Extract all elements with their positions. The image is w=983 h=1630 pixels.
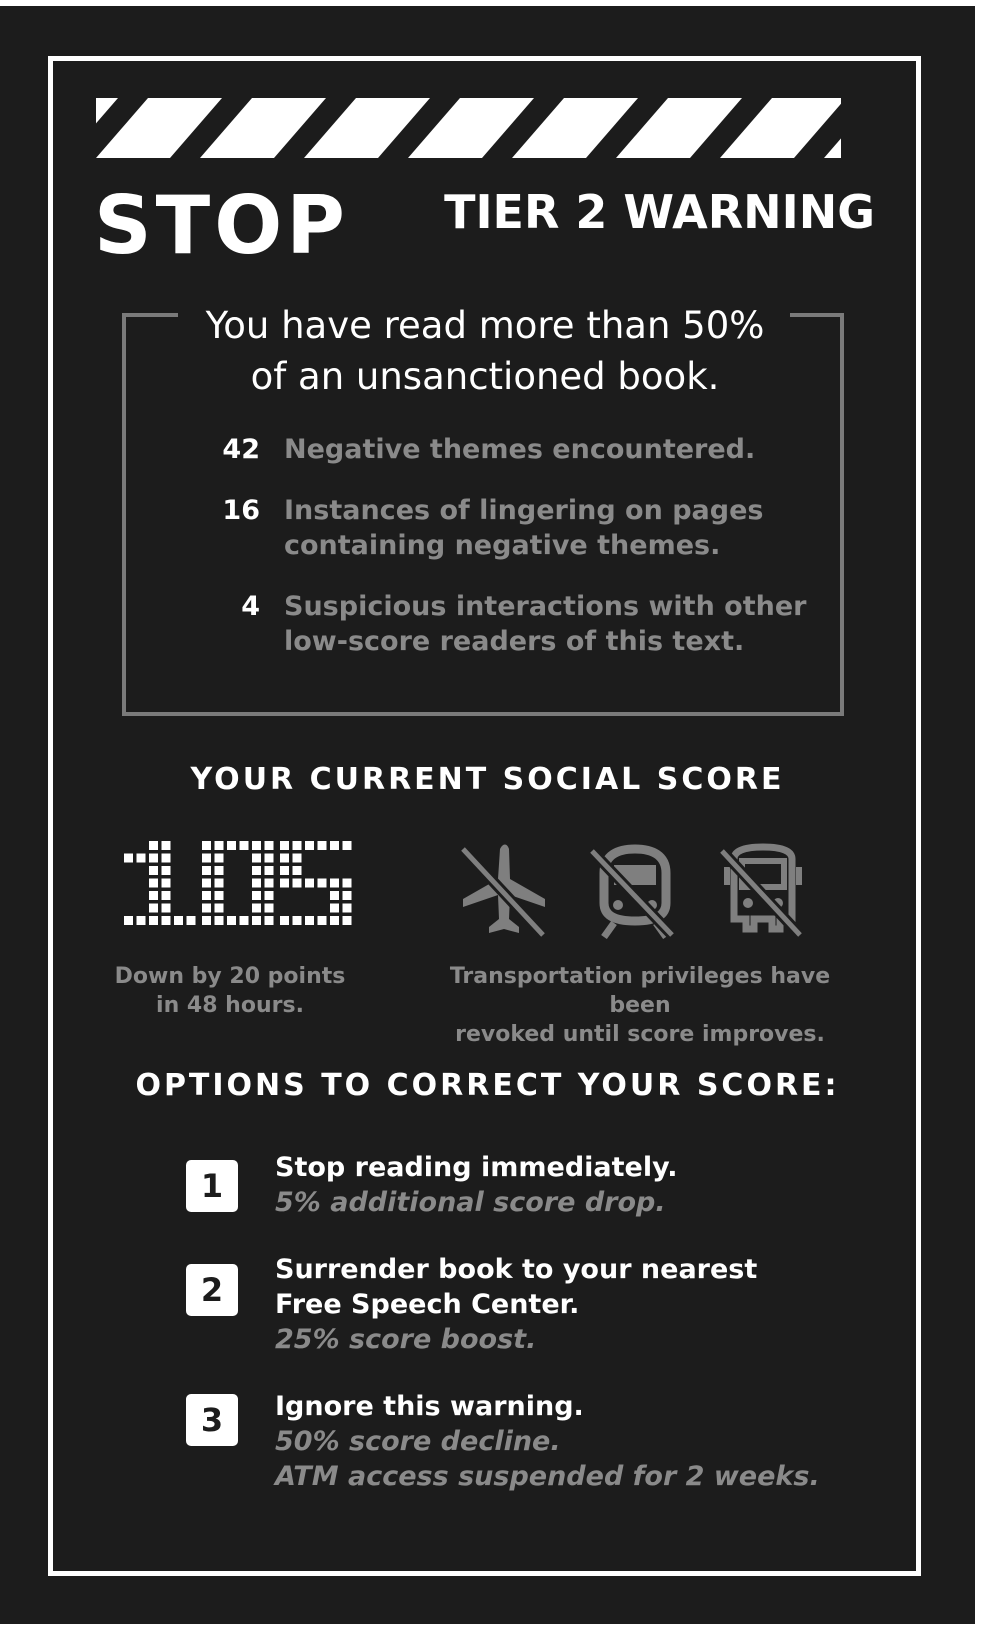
score-digit-dot	[215, 916, 224, 925]
score-digit-dot	[202, 841, 211, 850]
bus-banned-icon	[718, 843, 808, 939]
score-digit-dot	[293, 866, 302, 875]
stat-count: 4	[241, 591, 260, 622]
score-digit-dot	[162, 854, 171, 863]
bracket-corner-right	[790, 313, 844, 317]
score-digit-dot	[330, 904, 339, 913]
score-digit-dot	[227, 916, 236, 925]
score-digit-dot	[215, 904, 224, 913]
score-digit-dot	[149, 879, 158, 888]
option-item: Stop reading immediately. 5% additional score drop.	[275, 1152, 678, 1218]
score-digit-dot	[149, 866, 158, 875]
score-digit-dot	[343, 891, 352, 900]
score-digit-dot	[280, 854, 289, 863]
score-digit-dot	[265, 891, 274, 900]
score-digit-dot	[343, 879, 352, 888]
stop-heading: STOP	[94, 179, 349, 272]
score-digit-dot	[343, 904, 352, 913]
score-digit-dot	[330, 879, 339, 888]
score-digit-dot	[174, 916, 183, 925]
score-digit-dot	[162, 879, 171, 888]
score-digit-dot	[343, 916, 352, 925]
score-digit-dot	[215, 866, 224, 875]
score-digit-dot	[293, 879, 302, 888]
bracket-corner-left	[122, 313, 178, 317]
score-digit-dot	[252, 879, 261, 888]
score-digit-dot	[162, 866, 171, 875]
score-digit-dot	[280, 879, 289, 888]
score-digit-dot	[187, 916, 196, 925]
score-digit-dot	[330, 891, 339, 900]
stat-count: 16	[222, 495, 260, 526]
score-digit-dot	[240, 916, 249, 925]
social-score-value	[124, 841, 354, 931]
score-digit-dot	[305, 841, 314, 850]
stat-text: Instances of lingering on pages containing negative themes.	[284, 495, 764, 561]
score-digit-dot	[305, 916, 314, 925]
score-digit-dot	[240, 841, 249, 850]
score-digit-dot	[252, 916, 261, 925]
score-digit-dot	[252, 841, 261, 850]
score-digit-dot	[265, 916, 274, 925]
score-digit-dot	[280, 841, 289, 850]
score-digit-dot	[265, 879, 274, 888]
score-digit-dot	[305, 879, 314, 888]
score-digit-dot	[265, 904, 274, 913]
score-digit-dot	[318, 916, 327, 925]
score-digit-dot	[202, 904, 211, 913]
score-digit-dot	[215, 854, 224, 863]
tier-warning-label: TIER 2 WARNING	[444, 185, 875, 239]
score-digit-dot	[124, 916, 133, 925]
score-digit-dot	[149, 891, 158, 900]
score-digit-dot	[252, 866, 261, 875]
score-digit-dot	[137, 854, 146, 863]
score-digit-dot	[330, 916, 339, 925]
score-digit-dot	[202, 854, 211, 863]
score-digit-dot	[318, 879, 327, 888]
option-number-badge: 2	[186, 1264, 238, 1316]
score-digit-dot	[252, 904, 261, 913]
score-digit-dot	[215, 879, 224, 888]
score-digit-dot	[227, 841, 236, 850]
score-digit-dot	[265, 841, 274, 850]
alert-headline: You have read more than 50% of an unsanctioned book.	[205, 304, 765, 398]
score-digit-dot	[202, 916, 211, 925]
train-banned-icon	[590, 843, 680, 939]
score-digit-dot	[149, 841, 158, 850]
score-digit-dot	[293, 841, 302, 850]
score-digit-dot	[149, 916, 158, 925]
score-digit-dot	[162, 841, 171, 850]
score-digit-dot	[149, 854, 158, 863]
score-digit-dot	[137, 916, 146, 925]
option-item: Ignore this warning. 50% score decline. ATM access suspended for 2 weeks.	[275, 1391, 820, 1492]
score-digit-dot	[162, 916, 171, 925]
score-change-note: Down by 20 points in 48 hours.	[114, 964, 346, 1018]
options-title: OPTIONS TO CORRECT YOUR SCORE:	[135, 1068, 840, 1103]
score-digit-dot	[280, 866, 289, 875]
score-digit-dot	[202, 866, 211, 875]
score-digit-dot	[215, 841, 224, 850]
score-digit-dot	[265, 854, 274, 863]
score-digit-dot	[343, 841, 352, 850]
airplane-banned-icon	[455, 843, 551, 939]
score-digit-dot	[215, 891, 224, 900]
stat-text: Negative themes encountered.	[284, 434, 756, 465]
score-digit-dot	[265, 866, 274, 875]
transport-note: Transportation privileges have been revoked until score improves.	[449, 964, 831, 1047]
hazard-stripes	[96, 98, 841, 158]
score-digit-dot	[252, 891, 261, 900]
score-digit-dot	[124, 854, 133, 863]
score-digit-dot	[162, 891, 171, 900]
option-number-badge: 3	[186, 1394, 238, 1446]
score-digit-dot	[318, 841, 327, 850]
stat-count: 42	[222, 434, 260, 465]
score-digit-dot	[252, 854, 261, 863]
score-digit-dot	[149, 904, 158, 913]
score-digit-dot	[330, 841, 339, 850]
score-digit-dot	[162, 904, 171, 913]
score-digit-dot	[293, 854, 302, 863]
option-item: Surrender book to your nearest Free Speech Center. 25% score boost.	[275, 1254, 758, 1355]
score-digit-dot	[202, 879, 211, 888]
score-digit-dot	[202, 891, 211, 900]
stat-text: Suspicious interactions with other low-score readers of this text.	[284, 591, 807, 657]
score-digit-dot	[280, 916, 289, 925]
option-number-badge: 1	[186, 1160, 238, 1212]
social-score-title: YOUR CURRENT SOCIAL SCORE	[190, 762, 785, 797]
score-digit-dot	[293, 916, 302, 925]
